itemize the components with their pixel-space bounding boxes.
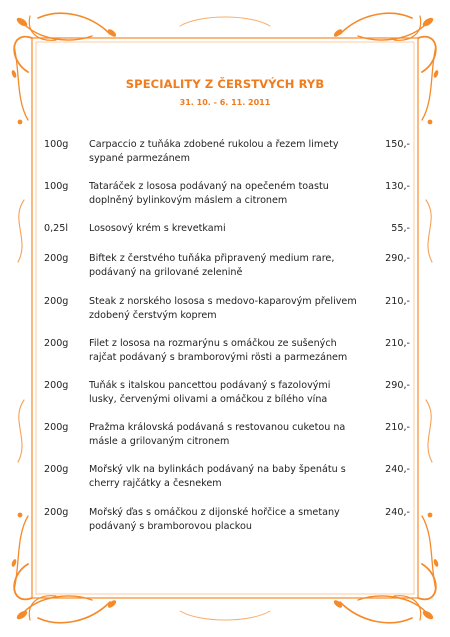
- item-quantity: 100g: [44, 139, 69, 150]
- item-price: 290,-: [385, 380, 410, 391]
- item-quantity: 200g: [44, 380, 69, 391]
- item-price: 130,-: [385, 181, 410, 192]
- item-price: 210,-: [385, 422, 410, 433]
- item-name: Tataráček z lososa podávaný na opečeném toastu doplněný bylinkovým máslem a citronem: [89, 181, 329, 206]
- item-name: Filet z lososa na rozmarýnu s omáčkou ze sušených rajčat podávaný s bramborovými rösti a parmezánem: [89, 338, 348, 363]
- item-name: Mořský ďas s omáčkou z dijonské hořčice a smetany podávaný s bramborovou plackou: [89, 507, 340, 532]
- item-name: Steak z norského lososa s medovo-kaparovým přelivem zdobený čerstvým koprem: [89, 296, 357, 321]
- page-title: SPECIALITY Z ČERSTVÝCH RYB: [125, 77, 325, 91]
- item-quantity: 200g: [44, 253, 69, 264]
- item-price: 55,-: [391, 223, 410, 234]
- item-quantity: 200g: [44, 507, 69, 518]
- item-quantity: 100g: [44, 181, 69, 192]
- item-quantity: 200g: [44, 422, 69, 433]
- item-quantity: 200g: [44, 296, 69, 307]
- date-range: 31. 10. - 6. 11. 2011: [179, 98, 271, 107]
- item-price: 210,-: [385, 338, 410, 349]
- item-name: Biftek z čerstvého tuňáka připravený medium rare, podávaný na grilované zelenině: [89, 253, 335, 278]
- item-name: Tuňák s italskou pancettou podávaný s fazolovými lusky, červenými olivami a omáčkou z bílého vína: [89, 380, 331, 405]
- item-quantity: 200g: [44, 338, 69, 349]
- item-price: 290,-: [385, 253, 410, 264]
- item-name: Pražma královská podávaná s restovanou cuketou na másle a grilovaným citronem: [89, 422, 346, 447]
- item-price: 210,-: [385, 296, 410, 307]
- item-name: Carpaccio z tuňáka zdobené rukolou a řezem limety sypané parmezánem: [89, 139, 339, 164]
- item-quantity: 0,25l: [44, 223, 69, 234]
- item-name: Lososový krém s krevetkami: [89, 223, 226, 234]
- item-name: Mořský vlk na bylinkách podávaný na baby špenátu s cherry rajčátky a česnekem: [89, 464, 346, 489]
- item-quantity: 200g: [44, 464, 69, 475]
- item-price: 240,-: [385, 464, 410, 475]
- item-price: 150,-: [385, 139, 410, 150]
- item-price: 240,-: [385, 507, 410, 518]
